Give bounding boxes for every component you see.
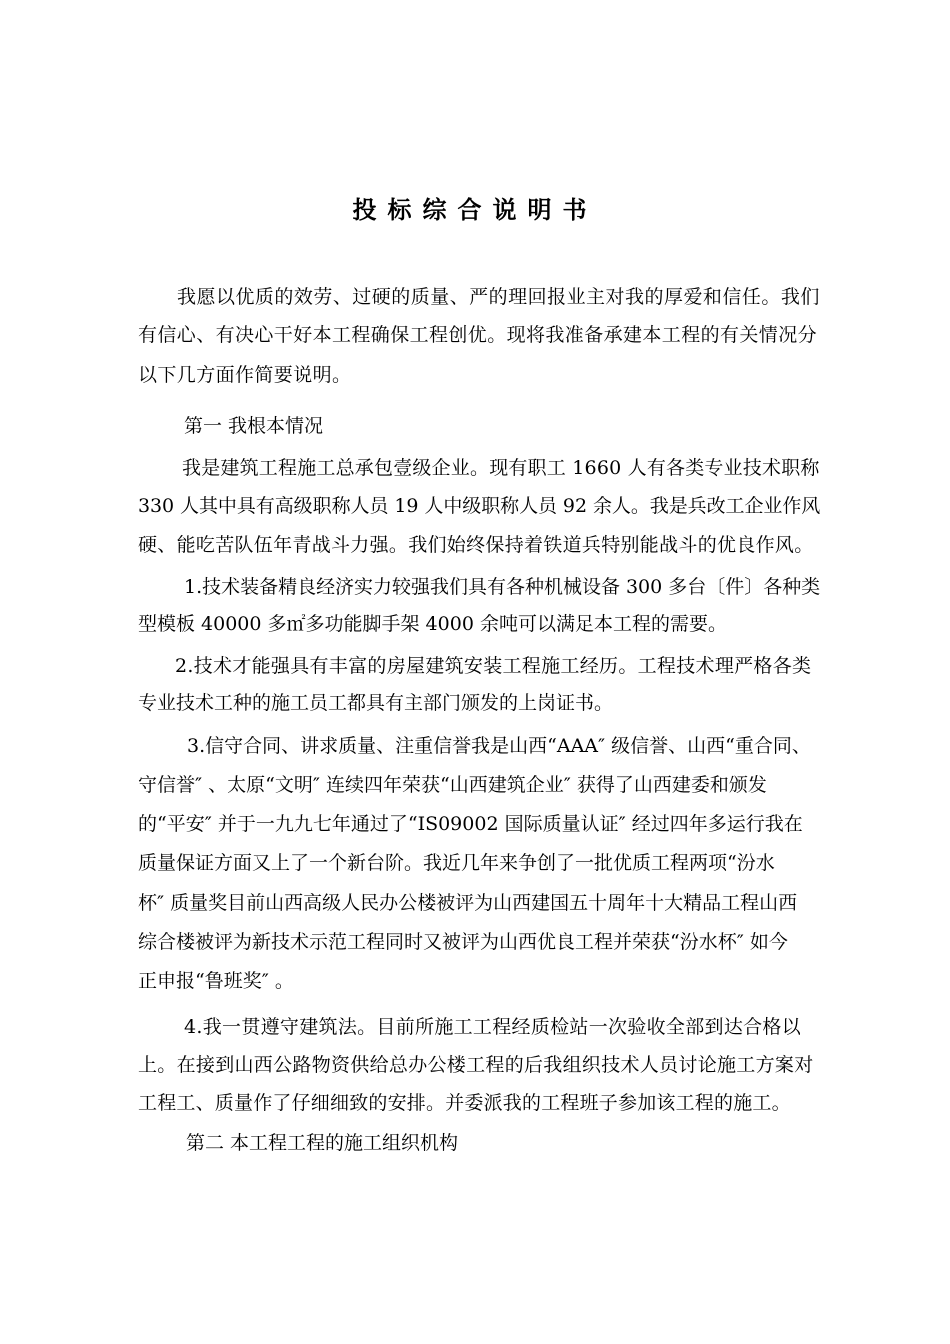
paragraph-line: 2.技术才能强具有丰富的房屋建筑安装工程施工经历。工程技术理严格各类: [175, 655, 812, 677]
paragraph-line: 守信誉″ 、太原“文明″ 连续四年荣获“山西建筑企业″ 获得了山西建委和颁发: [138, 774, 767, 796]
intro-line-3: 以下几方面作简要说明。: [138, 364, 352, 386]
paragraph-line: 的“平安″ 并于一九九七年通过了“IS09002 国际质量认证″ 经过四年多运行我在: [138, 813, 803, 835]
paragraph-line: 3.信守合同、讲求质量、注重信誉我是山西“AAA″ 级信誉、山西“重合同、: [187, 735, 811, 757]
paragraph-line: 工程工、质量作了仔细细致的安排。并委派我的工程班子参加该工程的施工。: [138, 1092, 791, 1114]
paragraph-line: 正申报“鲁班奖″ 。: [138, 970, 294, 992]
paragraph-line: 硬、能吃苦队伍年青战斗力强。我们始终保持着铁道兵特别能战斗的优良作风。: [138, 534, 814, 556]
paragraph-line: 我是建筑工程施工总承包壹级企业。现有职工 1660 人有各类专业技术职称: [182, 457, 820, 479]
paragraph-line: 杯″ 质量奖目前山西高级人民办公楼被评为山西建国五十周年十大精品工程山西: [138, 892, 798, 914]
intro-line-2: 有信心、有决心干好本工程确保工程创优。现将我准备承建本工程的有关情况分: [138, 324, 818, 346]
section-heading-2: 第二 本工程工程的施工组织机构: [186, 1132, 459, 1154]
paragraph-line: 上。在接到山西公路物资供给总办公楼工程的后我组织技术人员讨论施工方案对: [138, 1054, 814, 1076]
section-heading-1: 第一 我根本情况: [184, 415, 324, 437]
paragraph-line: 1.技术装备精良经济实力较强我们具有各种机械设备 300 多台〔件〕各种类: [184, 576, 821, 598]
paragraph-line: 330 人其中具有高级职称人员 19 人中级职称人员 92 余人。我是兵改工企业作风: [138, 495, 821, 517]
paragraph-line: 专业技术工种的施工员工都具有主部门颁发的上岗证书。: [138, 692, 614, 714]
paragraph-line: 综合楼被评为新技术示范工程同时又被评为山西优良工程并荣获“汾水杯″ 如今: [138, 931, 788, 953]
paragraph-line: 4.我一贯遵守建筑法。目前所施工工程经质检站一次验收全部到达合格以: [184, 1016, 802, 1038]
document-title: 投标综合说明书: [352, 196, 598, 224]
intro-line-1: 我愿以优质的效劳、过硬的质量、严的理回报业主对我的厚爱和信任。我们: [177, 286, 820, 308]
paragraph-line: 质量保证方面又上了一个新台阶。我近几年来争创了一批优质工程两项“汾水: [138, 852, 775, 874]
paragraph-line: 型模板 40000 多㎡多功能脚手架 4000 余吨可以满足本工程的需要。: [138, 613, 727, 635]
